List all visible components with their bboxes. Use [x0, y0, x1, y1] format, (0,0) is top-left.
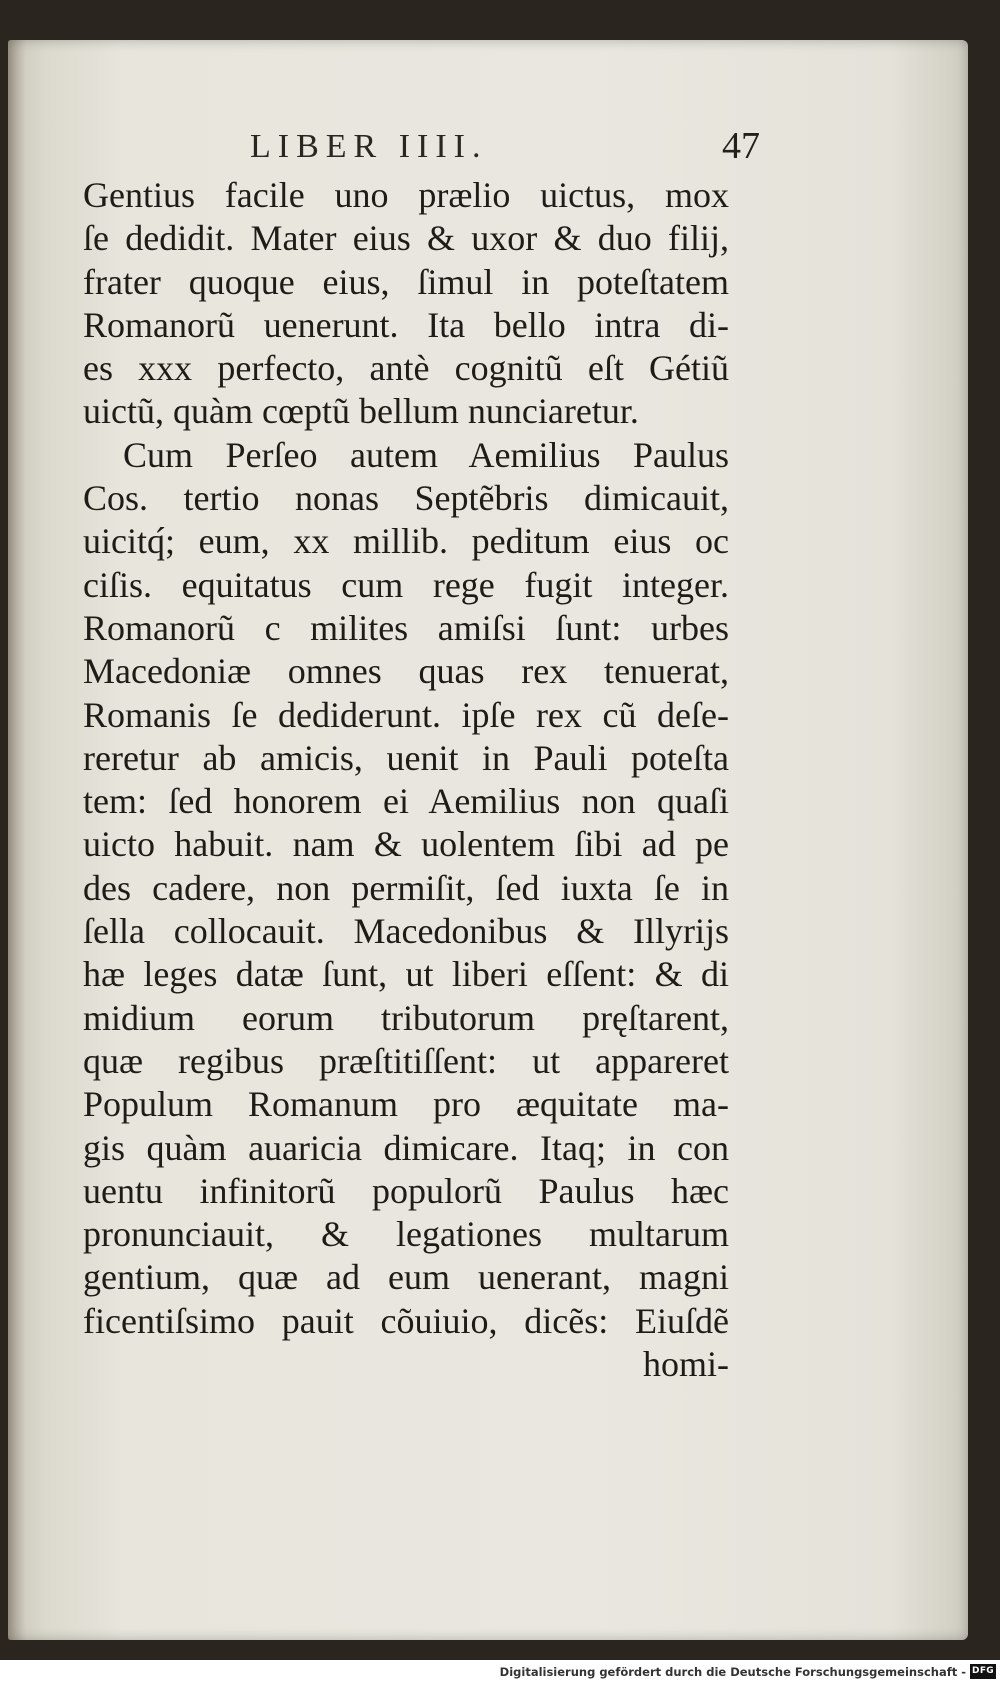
text-line: Romanorũ uenerunt. Ita bello intra di- — [83, 304, 729, 345]
body-text — [83, 174, 729, 1386]
text-line: Romanorũ c milites amiſsi ſunt: urbes — [83, 607, 729, 648]
text-line: es xxx perfecto, antè cognitũ eſt Gétiũ — [83, 348, 729, 389]
text-line: hæ leges datæ ſunt, ut liberi eſſent: & di — [83, 954, 729, 995]
text-line: pronunciauit, & legationes multarum — [83, 1214, 729, 1255]
text-line: frater quoque eius, ſimul in poteſtatem — [83, 261, 729, 302]
text-line: tem: ſed honorem ei Aemilius non quaſi — [83, 781, 729, 822]
text-line: ſe dedidit. Mater eius & uxor & duo filij, — [83, 218, 729, 259]
text-line: Populum Romanum pro æquitate ma- — [83, 1084, 729, 1125]
page-number: 47 — [722, 125, 760, 167]
text-line: midium eorum tributorum pręſtarent, — [83, 997, 729, 1038]
text-line: ſella collocauit. Macedonibus & Illyrijs — [83, 911, 729, 952]
text-line: Macedoniæ omnes quas rex tenuerat, — [83, 651, 729, 692]
text-line: Romanis ſe dediderunt. ipſe rex cũ deſe- — [83, 694, 729, 735]
text-line: quæ regibus præſtitiſſent: ut appareret — [83, 1040, 729, 1081]
catchword: homi- — [643, 1344, 729, 1385]
page-header — [250, 125, 760, 168]
dfg-logo: DFG — [970, 1664, 996, 1679]
text-line: ficentiſsimo pauit cõuiuio, dicẽs: Eiuſdẽ — [83, 1300, 729, 1341]
text-line: uicitq́; eum, xx millib. peditum eius oc — [83, 521, 729, 562]
text-line: gentium, quæ ad eum uenerant, magni — [83, 1257, 729, 1298]
paragraph-start-line: Cum Perſeo autem Aemilius Paulus — [123, 434, 729, 475]
text-line: Cos. tertio nonas Septẽbris dimicauit, — [83, 478, 729, 519]
text-line: ciſis. equitatus cum rege fugit integer. — [83, 564, 729, 605]
text-line: Gentius facile uno prælio uictus, mox — [83, 175, 729, 215]
running-head: LIBER IIII. — [250, 128, 488, 165]
text-line: des cadere, non permiſit, ſed iuxta ſe in — [83, 867, 729, 908]
footer-bar — [0, 1660, 1000, 1685]
text-line: uentu infinitorũ populorũ Paulus hæc — [83, 1170, 729, 1211]
text-line: reretur ab amicis, uenit in Pauli poteſta — [83, 737, 729, 778]
funding-credit: Digitalisierung gefördert durch die Deutsche Forschungsgemeinschaft - — [499, 1665, 966, 1679]
text-line: gis quàm auaricia dimicare. Itaq; in con — [83, 1127, 729, 1168]
text-line: uictũ, quàm cœptũ bellum nunciaretur. — [83, 391, 639, 432]
text-line: uicto habuit. nam & uolentem ſibi ad pe — [83, 824, 729, 865]
